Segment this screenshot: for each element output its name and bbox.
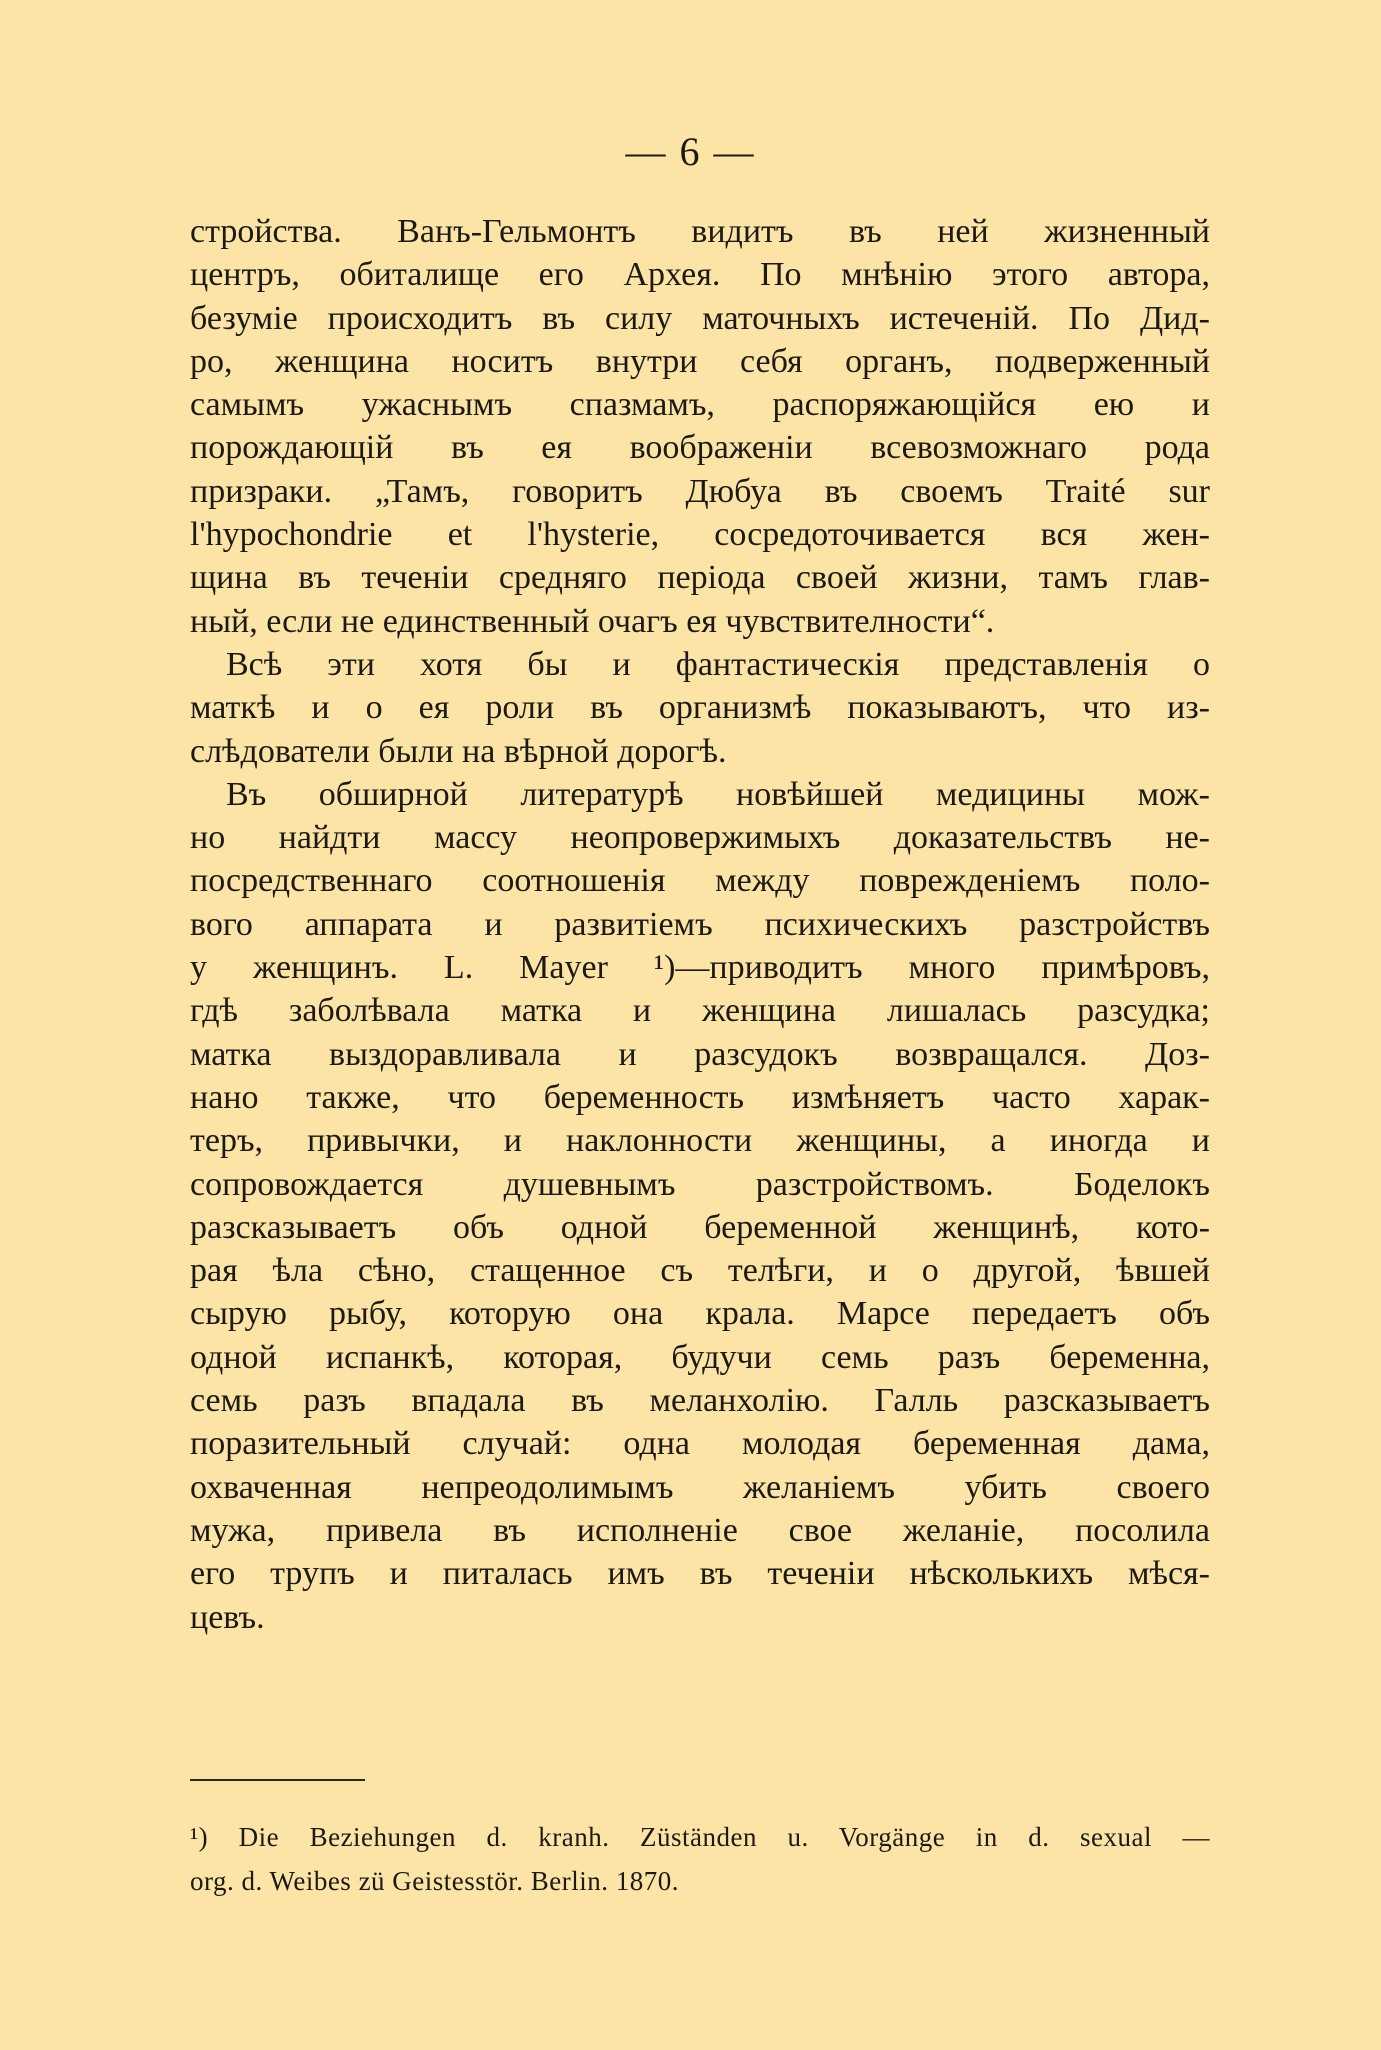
footnote-divider: [190, 1779, 365, 1781]
text-line: теръ, привычки, и наклонности женщины, а иногда и: [190, 1122, 1210, 1160]
text-line: его трупъ и питалась имъ въ теченіи нѣсколькихъ мѣся-: [190, 1555, 1210, 1593]
text-line: мужа, привела въ исполненіе свое желаніе, посолила: [190, 1511, 1210, 1549]
text-line: призраки. „Тамъ, говоритъ Дюбуа въ своемъ Traité sur: [190, 472, 1210, 510]
text-line: поразительный случай: одна молодая беременная дама,: [190, 1425, 1210, 1463]
text-line: матка выздоравливала и разсудокъ возвращался. Доз-: [190, 1035, 1210, 1073]
body-text: [190, 210, 1210, 1639]
paragraph: [190, 643, 1210, 773]
footnote-line: ¹) Die Beziehungen d. kranh. Züständen u. Vorgänge in d. sexual —: [190, 1822, 1210, 1852]
text-line: ро, женщина носитъ внутри себя органъ, подверженный: [190, 342, 1210, 380]
text-line: но найдти массу неопровержимыхъ доказательствъ не-: [190, 819, 1210, 857]
text-line: рая ѣла сѣно, стащенное съ телѣги, и о другой, ѣвшей: [190, 1252, 1210, 1290]
text-line: семь разъ впадала въ меланхолію. Галль разсказываетъ: [190, 1382, 1210, 1420]
text-line: маткѣ и о ея роли въ организмѣ показываютъ, что из-: [190, 689, 1210, 727]
text-line: центръ, обиталище его Архея. По мнѣнію этого автора,: [190, 256, 1210, 294]
text-line: сырую рыбу, которую она крала. Марсе передаетъ объ: [190, 1295, 1210, 1333]
text-line: сопровождается душевнымъ разстройствомъ. Боделокъ: [190, 1165, 1210, 1203]
text-line: слѣдователи были на вѣрной дорогѣ.: [190, 732, 727, 770]
text-line: нано также, что беременность измѣняетъ часто харак-: [190, 1078, 1210, 1116]
text-line: гдѣ заболѣвала матка и женщина лишалась разсудка;: [190, 992, 1210, 1030]
text-line: безуміе происходитъ въ силу маточныхъ истеченій. По Дид-: [190, 299, 1210, 337]
text-line: щина въ теченіи средняго періода своей жизни, тамъ глав-: [190, 559, 1210, 597]
text-line: вого аппарата и развитіемъ психическихъ разстройствъ: [190, 905, 1210, 943]
paragraph: [190, 210, 1210, 643]
text-line: охваченная непреодолимымъ желаніемъ убить своего: [190, 1468, 1210, 1506]
text-line: порождающій въ ея воображеніи всевозможнаго рода: [190, 429, 1210, 467]
text-line: l'hypochondrie et l'hysterie, сосредоточивается вся жен-: [190, 516, 1210, 554]
text-line: у женщинъ. L. Mayer ¹)—приводитъ много примѣровъ,: [190, 949, 1210, 987]
text-line: посредственнаго соотношенія между поврежденіемъ поло-: [190, 862, 1210, 900]
footnote-line: org. d. Weibes zü Geistesstör. Berlin. 1870.: [190, 1866, 680, 1896]
footnotes: [190, 1815, 1210, 1903]
page-number: — 6 —: [625, 129, 756, 174]
paragraph: [190, 773, 1210, 1639]
text-line: самымъ ужаснымъ спазмамъ, распоряжающійся ею и: [190, 386, 1210, 424]
text-line: разсказываетъ объ одной беременной женщинѣ, кото-: [190, 1208, 1210, 1246]
text-line: ный, если не единственный очагъ ея чувствителности“.: [190, 602, 995, 640]
text-line: стройства. Ванъ-Гельмонтъ видитъ въ ней жизненный: [190, 213, 1210, 250]
text-line: цевъ.: [190, 1598, 265, 1636]
text-line: одной испанкѣ, которая, будучи семь разъ беременна,: [190, 1338, 1210, 1376]
text-line: Въ обширной литературѣ новѣйшей медицины мож-: [226, 775, 1210, 813]
text-line: Всѣ эти хотя бы и фантастическія представленія о: [226, 645, 1210, 683]
